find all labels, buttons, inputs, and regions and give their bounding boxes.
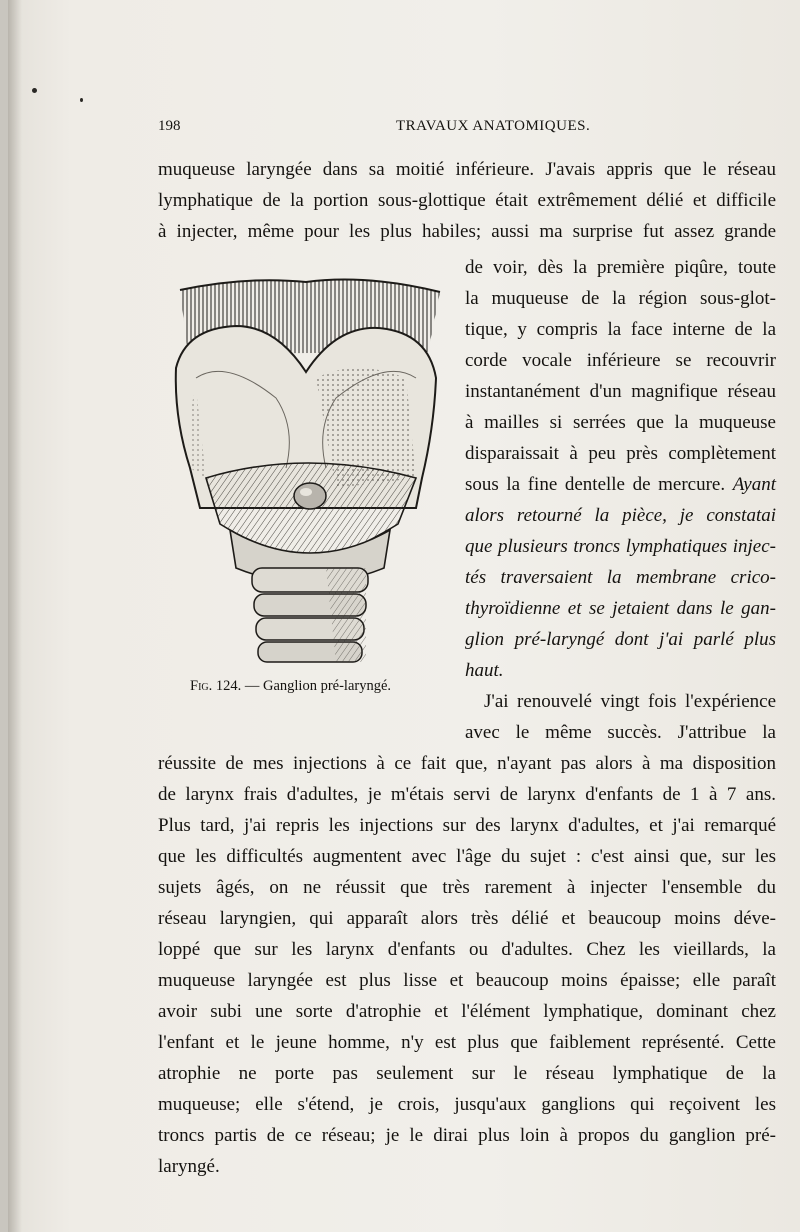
text-line: muqueuse; elle s'étend, je crois, jusqu'aux ganglions qui reçoivent les [158,1094,776,1115]
italic-segment: Ayant [732,474,777,495]
text-line: troncs partis de ce réseau; je le dirai plus loin à propos du ganglion pré- [158,1125,776,1146]
book-page [8,0,800,1232]
page-header [158,118,758,140]
text-line: laryngé. [158,1156,220,1177]
caption-dash: — [244,678,260,694]
text-line: atrophie ne porte pas seulement sur le réseau lymphatique de la [158,1063,776,1084]
text-line: tique, y compris la face interne de la [465,319,776,340]
text-line: que les difficultés augmentent avec l'âge du sujet : c'est ainsi que, sur les [158,846,776,867]
text-line: avec le même succès. J'attribue la [465,722,776,743]
page-number: 198 [158,118,181,134]
text-line: réseau laryngien, qui apparaît alors très délié et beaucoup moins déve- [158,908,776,929]
text-line: avoir subi une sorte d'atrophie et l'élément lymphatique, dominant chez [158,1001,776,1022]
text-line: de voir, dès la première piqûre, toute [465,257,776,278]
text-segment: sous la fine dentelle de mercure. [465,474,726,495]
text-line: Plus tard, j'ai repris les injections sur des larynx d'adultes, et j'ai remarqué [158,815,776,836]
text-line: lymphatique de la portion sous-glottique était extrêmement délié et difficile [158,190,776,211]
caption-text: Ganglion pré-laryngé. [263,678,392,694]
text-line: la muqueuse de la région sous-glot- [465,288,776,309]
text-line-mixed [465,473,776,497]
ink-speck [80,98,83,102]
text-line: à injecter, même pour les plus habiles; aussi ma surprise fut assez grande [158,221,776,242]
text-line: sujets âgés, on ne réussit que très rarement à injecter l'ensemble du [158,877,776,898]
text-line: l'enfant et le jeune homme, n'y est plus que faiblement représenté. Cette [158,1032,776,1053]
ink-speck [32,88,37,93]
italic-line: haut. [465,660,504,681]
italic-line: thyroïdienne et se jetaient dans le gan- [465,598,776,619]
figure-label: Fig. 124. [190,678,242,694]
text-line-indented: J'ai renouvelé vingt fois l'expérience [484,691,776,712]
running-title: TRAVAUX ANATOMIQUES. [396,118,591,134]
italic-line: glion pré-laryngé dont j'ai parlé plus [465,629,776,650]
page-gutter-shadow [8,0,22,1232]
italic-line: tés traversaient la membrane crico- [465,567,776,588]
text-line: muqueuse laryngée dans sa moitié inférieure. J'avais appris que le réseau [158,159,776,180]
text-line: muqueuse laryngée est plus lisse et beaucoup moins épaisse; elle paraît [158,970,776,991]
text-line: à mailles si serrées que la muqueuse [465,412,776,433]
larynx-illustration [166,268,454,670]
text-line: corde vocale inférieure se recouvrir [465,350,776,371]
italic-line: alors retourné la pièce, je constatai [465,505,776,526]
text-line: loppé que sur les larynx d'enfants ou d'adultes. Chez les vieillards, la [158,939,776,960]
text-line: réussite de mes injections à ce fait que, n'ayant pas alors à ma disposition [158,753,776,774]
text-line: disparaissait à peu près complètement [465,443,776,464]
text-line: instantanément d'un magnifique réseau [465,381,776,402]
italic-line: que plusieurs troncs lymphatiques injec- [465,536,776,557]
figure-caption [190,678,391,695]
text-line: de larynx frais d'adultes, je m'étais servi de larynx d'enfants de 1 à 7 ans. [158,784,776,805]
